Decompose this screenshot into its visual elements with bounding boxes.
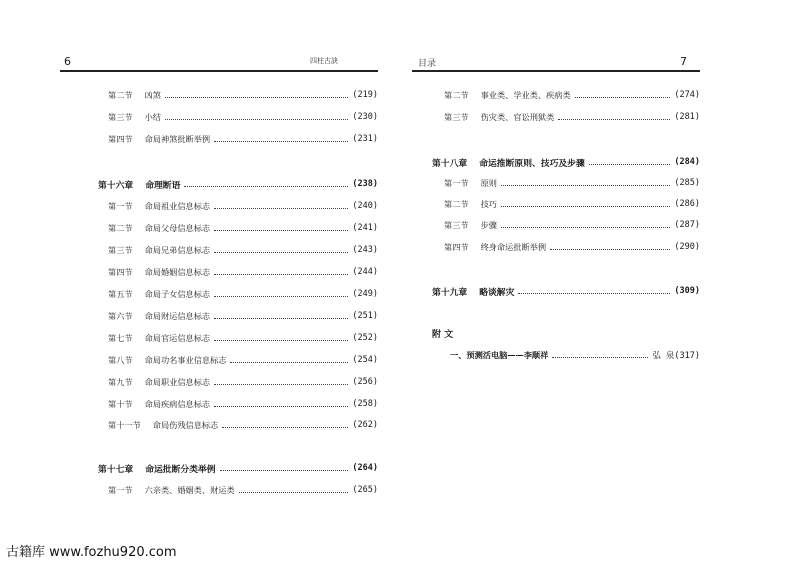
toc-section: 第四节: [108, 133, 133, 144]
site-watermark: 古籍库 www.fozhu920.com: [6, 545, 177, 560]
toc-section: 第八节: [108, 354, 133, 365]
toc-leader: [222, 427, 348, 428]
toc-page: (290): [674, 242, 700, 252]
toc-section: 第三节: [108, 111, 133, 122]
toc-title: 步骤: [480, 219, 497, 230]
toc-page: (258): [352, 399, 378, 409]
toc-section: 第二节: [444, 89, 469, 100]
toc-entry: [444, 197, 700, 211]
toc-entry: [108, 397, 378, 411]
right-header-rule: [412, 70, 700, 72]
toc-title: 命局婚姻信息标志: [144, 266, 211, 277]
toc-page: (251): [352, 311, 378, 321]
toc-title: 原则: [480, 177, 497, 188]
toc-chapter-number: 第十七章: [98, 464, 134, 475]
toc-entry: [108, 243, 378, 257]
toc-leader: [214, 340, 348, 341]
appendix-heading: 附 文: [432, 330, 454, 340]
toc-page: (274): [674, 90, 700, 100]
toc-section: 第九节: [108, 376, 133, 387]
left-page-number: 6: [64, 55, 71, 68]
toc-leader: [214, 274, 348, 275]
toc-page: (309): [674, 286, 700, 296]
toc-title: 命局职业信息标志: [144, 376, 211, 387]
right-page: [412, 0, 700, 500]
toc-entry: [108, 309, 378, 323]
toc-chapter: [98, 177, 378, 191]
toc-page: (231): [352, 134, 378, 144]
toc-section: 第七节: [108, 332, 133, 343]
left-page: [60, 0, 378, 500]
toc-leader: [214, 230, 348, 231]
toc-leader: [214, 208, 348, 209]
toc-entry: [108, 88, 378, 102]
toc-section: 第二节: [108, 89, 133, 100]
toc-title: 命局功名事业信息标志: [144, 354, 227, 365]
toc-chapter-title: 命理断语: [145, 180, 181, 191]
toc-chapter: [98, 461, 378, 475]
toc-page: (284): [674, 157, 700, 167]
left-header-rule: [60, 70, 378, 72]
toc-title: 凶煞: [144, 89, 161, 100]
toc-entry: [444, 110, 700, 124]
toc-leader: [558, 119, 670, 120]
toc-section: 第十一节: [108, 419, 141, 430]
toc-chapter-number: 第十六章: [98, 180, 134, 191]
toc-leader: [184, 186, 348, 187]
toc-section: 第一节: [108, 200, 133, 211]
toc-chapter: [432, 284, 700, 298]
toc-page: (262): [352, 420, 378, 430]
toc-page: (241): [352, 223, 378, 233]
toc-title: 命局子女信息标志: [144, 288, 211, 299]
toc-leader: [165, 119, 348, 120]
toc-entry: [108, 110, 378, 124]
toc-section: 第六节: [108, 310, 133, 321]
toc-entry: [108, 353, 378, 367]
toc-page: (244): [352, 267, 378, 277]
toc-page: (249): [352, 289, 378, 299]
toc-title: 命局神煞批断举例: [144, 133, 211, 144]
toc-page: (286): [674, 199, 700, 209]
toc-leader: [552, 357, 648, 358]
toc-entry: [108, 265, 378, 279]
toc-leader: [589, 164, 671, 165]
toc-chapter: [432, 155, 700, 169]
left-header-title: 四柱古訣: [310, 57, 338, 65]
appendix-page: 弘 泉(317): [652, 351, 700, 361]
toc-title: 命局兄弟信息标志: [144, 244, 211, 255]
toc-leader: [239, 492, 349, 493]
toc-page: (265): [352, 485, 378, 495]
toc-title: 事业类、学业类、疾病类: [480, 89, 571, 100]
toc-title: 命局官运信息标志: [144, 332, 211, 343]
toc-chapter-number: 第十八章: [432, 158, 468, 169]
toc-leader: [501, 206, 670, 207]
left-header: [60, 55, 378, 69]
toc-section: 第二节: [444, 198, 469, 209]
toc-title: 命局祖业信息标志: [144, 200, 211, 211]
toc-leader: [518, 293, 670, 294]
appendix-title: 一、预测活电脑——李顺祥: [450, 349, 549, 360]
toc-entry: [108, 483, 378, 497]
toc-page: (256): [352, 377, 378, 387]
toc-chapter-title: 略谈解灾: [479, 287, 515, 298]
toc-entry: [444, 240, 700, 254]
right-header: [412, 55, 700, 69]
toc-title: 命局伤残信息标志: [152, 419, 219, 430]
toc-title: 终身命运批断举例: [480, 241, 547, 252]
toc-section: 第三节: [108, 244, 133, 255]
toc-leader: [220, 470, 349, 471]
toc-page: (285): [674, 178, 700, 188]
toc-page: (281): [674, 112, 700, 122]
toc-section: 第一节: [108, 484, 133, 495]
toc-section: 第三节: [444, 219, 469, 230]
toc-entry: [108, 331, 378, 345]
toc-title: 六亲类、婚姻类、财运类: [144, 484, 235, 495]
toc-leader: [214, 296, 348, 297]
toc-entry: [108, 418, 378, 432]
right-page-number: 7: [680, 55, 687, 68]
toc-title: 命局父母信息标志: [144, 222, 211, 233]
toc-leader: [550, 249, 670, 250]
toc-title: 小结: [144, 111, 161, 122]
toc-chapter-title: 命运批断分类举例: [145, 464, 216, 475]
toc-leader: [214, 252, 348, 253]
toc-section: 第一节: [444, 177, 469, 188]
toc-chapter-title: 命运推断原则、技巧及步骤: [479, 158, 585, 169]
toc-leader: [165, 97, 348, 98]
toc-leader: [501, 227, 670, 228]
toc-leader: [230, 362, 348, 363]
toc-leader: [501, 185, 670, 186]
toc-page: (238): [352, 179, 378, 189]
toc-entry: [108, 132, 378, 146]
toc-chapter-number: 第十九章: [432, 287, 468, 298]
toc-entry: [108, 375, 378, 389]
toc-section: 第二节: [108, 222, 133, 233]
toc-section: 第四节: [444, 241, 469, 252]
toc-section: 第五节: [108, 288, 133, 299]
toc-page: (264): [352, 463, 378, 473]
toc-page: (287): [674, 220, 700, 230]
toc-entry: [444, 218, 700, 232]
toc-page: (254): [352, 355, 378, 365]
toc-entry: [108, 287, 378, 301]
toc-leader: [214, 141, 348, 142]
toc-section: 第三节: [444, 111, 469, 122]
toc-entry: [108, 221, 378, 235]
toc-page: (252): [352, 333, 378, 343]
toc-entry: [108, 199, 378, 213]
toc-title: 伤灾类、官讼刑狱类: [480, 111, 555, 122]
toc-leader: [575, 97, 671, 98]
toc-page: (219): [352, 90, 378, 100]
toc-title: 命局财运信息标志: [144, 310, 211, 321]
right-header-title: 目录: [418, 59, 437, 69]
toc-leader: [214, 318, 348, 319]
toc-leader: [214, 406, 348, 407]
toc-title: 技巧: [480, 198, 497, 209]
toc-entry: [444, 88, 700, 102]
toc-section: 第四节: [108, 266, 133, 277]
toc-page: (243): [352, 245, 378, 255]
toc-title: 命局疾病信息标志: [144, 398, 211, 409]
toc-leader: [214, 384, 348, 385]
toc-entry: [444, 176, 700, 190]
toc-page: (240): [352, 201, 378, 211]
toc-section: 第十节: [108, 398, 133, 409]
appendix-entry: [450, 348, 700, 362]
toc-page: (230): [352, 112, 378, 122]
